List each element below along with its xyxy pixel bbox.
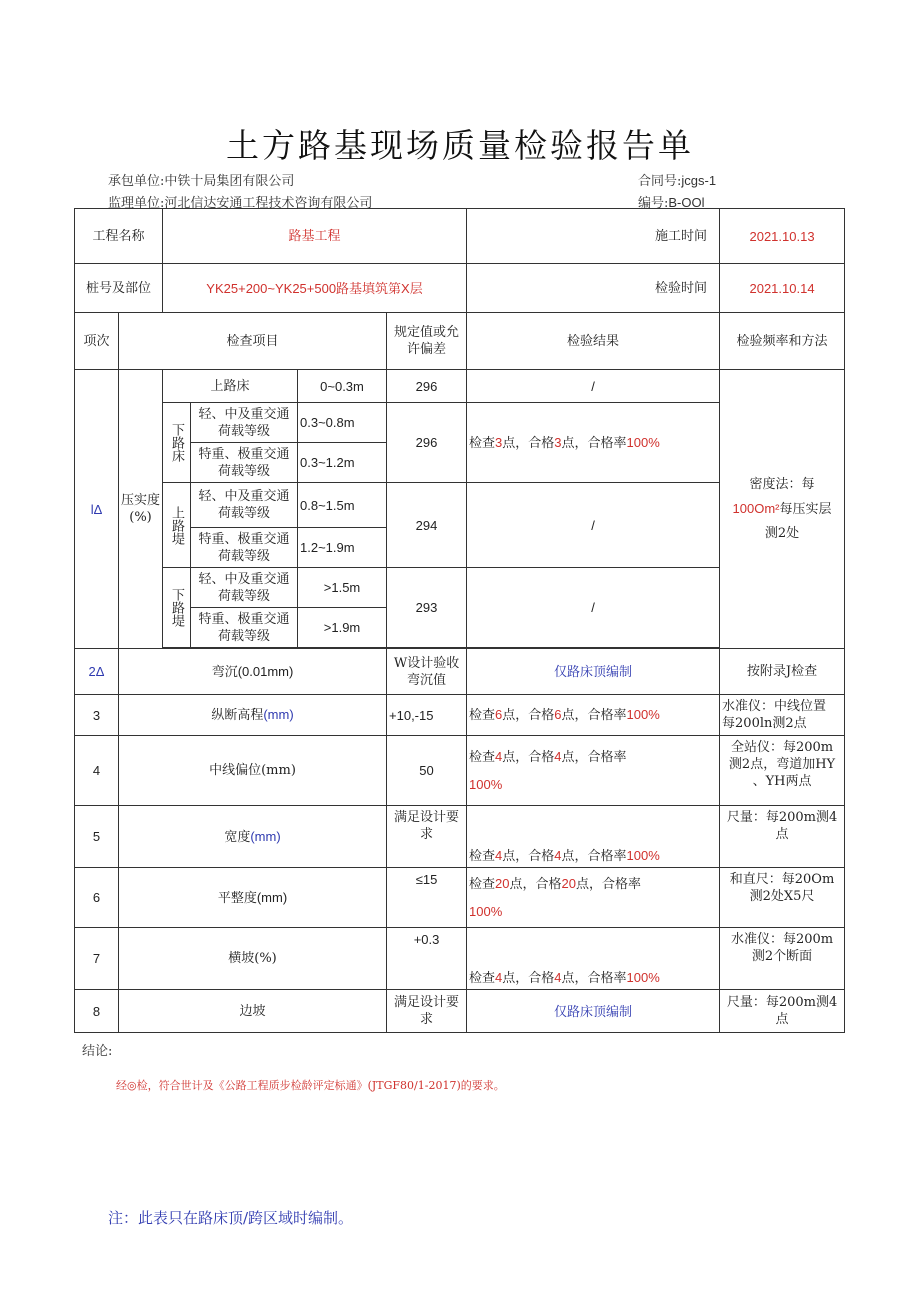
lower-bed-light-depth: 0.3~0.8m [298, 403, 387, 443]
row-3-no: 3 [75, 695, 119, 736]
row-5-result: 检查4点，合格4点，合格率100% [467, 806, 720, 868]
row-4-no: 4 [75, 736, 119, 806]
lower-emb-result: / [467, 568, 720, 648]
col-check-item: 检查项目 [119, 313, 387, 370]
row-6-item: 平整度(mm) [119, 868, 387, 928]
conclusion-text: 经◎检，符合世计及《公路工程质步检龄评定标通》(JTGF80/1-2017)的要求。 [116, 1079, 505, 1092]
lower-emb-spec: 293 [387, 568, 467, 648]
lower-emb-light-label: 轻、中及重交通 荷载等级 [191, 568, 298, 608]
upper-emb-heavy-label: 特重、极重交通 荷载等级 [191, 528, 298, 568]
row-7-method: 水准仪：每200m 测2个断面 [720, 928, 845, 990]
contractor-line [108, 170, 294, 189]
conclusion-label: 结论: [82, 1044, 113, 1059]
project-name-label: 工程名称 [75, 209, 163, 264]
lower-emb-heavy-label: 特重、极重交通 荷载等级 [191, 608, 298, 648]
row-8-method: 尺量：每200m测4 点 [720, 990, 845, 1033]
col-result: 检验结果 [467, 313, 720, 370]
row-2-item: 弯沉(0.01mm) [119, 649, 387, 695]
row-3-method: 水准仪：中线位置 每200ln测2点 [720, 695, 845, 736]
row-8-spec: 满足设计要 求 [387, 990, 467, 1033]
row-2-result: 仅路床顶编制 [467, 649, 720, 695]
row-6-result: 检查20点，合格20点，合格率 100% [467, 868, 720, 928]
row-2-no: 2Δ [75, 649, 119, 695]
row-7-item: 横坡(%) [119, 928, 387, 990]
col-method: 检验频率和方法 [720, 313, 845, 370]
row-7-spec: +0.3 [387, 928, 467, 990]
upper-emb-result: / [467, 483, 720, 568]
contract-no-value: jcgs-1 [681, 173, 717, 188]
row-5-no: 5 [75, 806, 119, 868]
contractor-label: 承包单位: [108, 174, 165, 189]
row-3-item: 纵断高程(mm) [119, 695, 387, 736]
upper-bed-result: / [467, 370, 720, 403]
upper-emb-spec: 294 [387, 483, 467, 568]
upper-emb-light-label: 轻、中及重交通 荷载等级 [191, 483, 298, 528]
upper-emb-label: 上路堤 [163, 483, 191, 568]
lower-bed-spec: 296 [387, 403, 467, 483]
row-5-spec: 满足设计要 求 [387, 806, 467, 868]
lower-emb-light-depth: >1.5m [298, 568, 387, 608]
row-6-method: 和直尺：每20Om 测2处X5尺 [720, 868, 845, 928]
upper-bed-label: 上路床 [163, 370, 298, 403]
project-name-value: 路基工程 [163, 209, 467, 264]
serial-no-value: B-OOl [668, 195, 705, 210]
inspection-time-label: 检验时间 [467, 264, 720, 313]
lower-bed-heavy-depth: 0.3~1.2m [298, 443, 387, 483]
lower-bed-light-label: 轻、中及重交通 荷载等级 [191, 403, 298, 443]
row-5-item: 宽度(mm) [119, 806, 387, 868]
lower-bed-result: 检查3点，合格3点，合格率100% [467, 403, 720, 483]
row-3-spec: +10,-15 [387, 695, 467, 736]
lower-bed-label: 下路床 [163, 403, 191, 483]
supervisor-label: 监理单位: [108, 196, 165, 211]
lower-emb-heavy-depth: >1.9m [298, 608, 387, 648]
row-8-no: 8 [75, 990, 119, 1033]
station-label: 桩号及部位 [75, 264, 163, 313]
col-spec: 规定值或允 许偏差 [387, 313, 467, 370]
row-4-result: 检查4点，合格4点，合格率 100% [467, 736, 720, 806]
contract-no-line [638, 170, 716, 189]
compaction-no: lΔ [75, 370, 119, 649]
compaction-label: 压实度 (%) [119, 370, 163, 649]
construction-time-label: 施工时间 [467, 209, 720, 264]
row-7-result: 检查4点，合格4点，合格率100% [467, 928, 720, 990]
row-8-result: 仅路床顶编制 [467, 990, 720, 1033]
station-value: YK25+200~YK25+500路基填筑第X层 [163, 264, 467, 313]
row-6-no: 6 [75, 868, 119, 928]
contractor-value: 中铁十局集团有限公司 [164, 174, 295, 189]
row-4-item: 中线偏位(mm) [119, 736, 387, 806]
upper-emb-light-depth: 0.8~1.5m [298, 483, 387, 528]
row-8-item: 边坡 [119, 990, 387, 1033]
row-4-method: 全站仪：每200m 测2点，弯道加HY 、YH两点 [720, 736, 845, 806]
row-3-result: 检查6点，合格6点，合格率100% [467, 695, 720, 736]
footer-note: 注：此表只在路床顶/跨区域时编制。 [108, 1209, 354, 1227]
upper-emb-heavy-depth: 1.2~1.9m [298, 528, 387, 568]
row-4-spec: 50 [387, 736, 467, 806]
inspection-time-value: 2021.10.14 [720, 264, 845, 313]
row-2-method: 按附录J检查 [720, 649, 845, 695]
inspection-table [74, 208, 845, 1033]
row-7-no: 7 [75, 928, 119, 990]
lower-bed-heavy-label: 特重、极重交通 荷载等级 [191, 443, 298, 483]
serial-no-label: 编号: [638, 196, 669, 211]
upper-bed-depth: 0~0.3m [298, 370, 387, 403]
row-6-spec: ≤15 [387, 868, 467, 928]
row-5-method: 尺量：每200m测4 点 [720, 806, 845, 868]
upper-bed-spec: 296 [387, 370, 467, 403]
col-item-no: 项次 [75, 313, 119, 370]
construction-time-value: 2021.10.13 [720, 209, 845, 264]
compaction-method: 密度法：每 100Om²每压实层 测2处 [720, 370, 845, 649]
page-title: 土方路基现场质量检验报告单 [226, 126, 694, 165]
lower-emb-label: 下路堤 [163, 568, 191, 648]
supervisor-value: 河北信达安通工程技术咨询有限公司 [164, 196, 373, 211]
contract-no-label: 合同号: [638, 174, 682, 189]
row-2-spec: W设计验收 弯沉值 [387, 649, 467, 695]
